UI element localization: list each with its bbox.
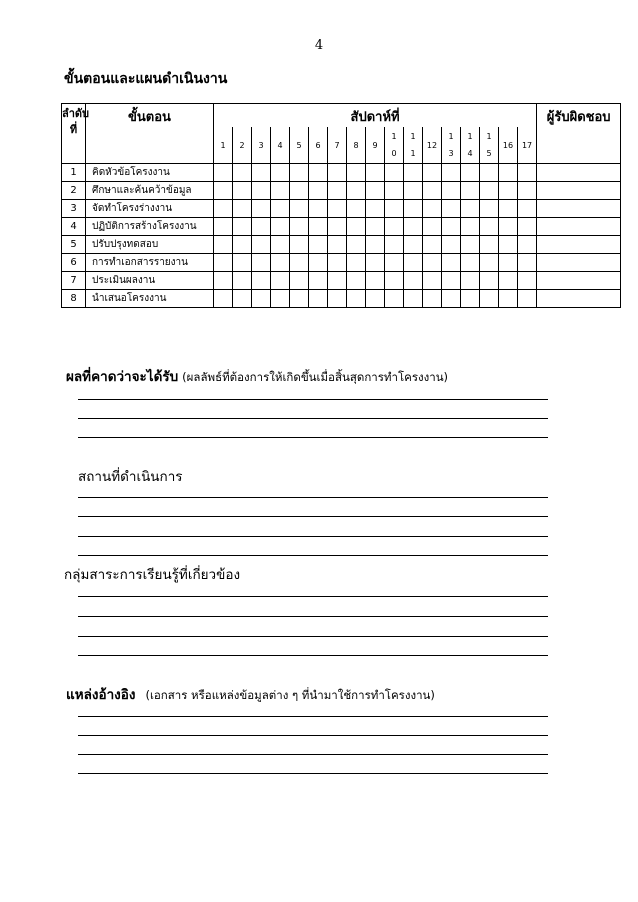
week-cell <box>252 254 271 272</box>
week-cell <box>233 182 252 200</box>
week-cell <box>214 254 233 272</box>
week-cell <box>404 254 423 272</box>
row-number: 1 <box>62 164 86 182</box>
owner-cell <box>537 254 621 272</box>
week-cell <box>461 200 480 218</box>
week-cell <box>347 182 366 200</box>
week-header-cell: 8 <box>347 127 366 164</box>
week-cell <box>461 164 480 182</box>
week-cell <box>328 182 347 200</box>
week-cell <box>385 272 404 290</box>
week-cell <box>442 290 461 308</box>
row-number: 5 <box>62 236 86 254</box>
week-cell <box>480 218 499 236</box>
week-cell <box>385 218 404 236</box>
week-cell <box>499 164 518 182</box>
week-cell <box>271 290 290 308</box>
table-row <box>62 236 621 254</box>
week-header-cell: 9 <box>366 127 385 164</box>
week-cell <box>385 200 404 218</box>
table-row <box>62 290 621 308</box>
header-no: ลำดับ ที่ <box>62 104 86 164</box>
row-step: ปฏิบัติการสร้างโครงงาน <box>86 218 214 236</box>
week-cell <box>423 236 442 254</box>
week-cell <box>252 200 271 218</box>
week-cell <box>271 164 290 182</box>
owner-cell <box>537 164 621 182</box>
week-cell <box>518 272 537 290</box>
week-cell <box>252 218 271 236</box>
week-cell <box>366 254 385 272</box>
row-step: นำเสนอโครงงาน <box>86 290 214 308</box>
week-cell <box>442 218 461 236</box>
week-cell <box>518 290 537 308</box>
week-cell <box>366 218 385 236</box>
header-step: ขั้นตอน <box>86 104 214 164</box>
week-cell <box>442 236 461 254</box>
week-cell <box>290 290 309 308</box>
week-cell <box>290 164 309 182</box>
week-cell <box>499 254 518 272</box>
week-cell <box>423 182 442 200</box>
week-cell <box>347 290 366 308</box>
week-header-cell: 1 <box>214 127 233 164</box>
owner-cell <box>537 200 621 218</box>
week-cell <box>518 254 537 272</box>
week-cell <box>442 272 461 290</box>
week-cell <box>385 290 404 308</box>
week-cell <box>328 290 347 308</box>
week-cell <box>328 218 347 236</box>
week-cell <box>290 236 309 254</box>
week-cell <box>290 182 309 200</box>
week-cell <box>233 236 252 254</box>
week-cell <box>328 236 347 254</box>
week-cell <box>271 272 290 290</box>
week-cell <box>328 200 347 218</box>
week-cell <box>328 164 347 182</box>
week-cell <box>461 236 480 254</box>
week-cell <box>461 218 480 236</box>
week-cell <box>309 236 328 254</box>
week-cell <box>233 254 252 272</box>
week-cell <box>214 182 233 200</box>
week-cell <box>347 272 366 290</box>
table-row <box>62 182 621 200</box>
row-step: คิดหัวข้อโครงงาน <box>86 164 214 182</box>
week-header-cell: 5 <box>290 127 309 164</box>
references-title: แหล่งอ้างอิง <box>66 687 136 703</box>
week-cell <box>442 182 461 200</box>
week-cell <box>233 290 252 308</box>
week-cell <box>499 182 518 200</box>
table-row <box>62 272 621 290</box>
week-cell <box>328 272 347 290</box>
week-cell <box>404 236 423 254</box>
week-cell <box>442 254 461 272</box>
subjects-line <box>78 655 548 656</box>
week-cell <box>271 182 290 200</box>
week-cell <box>309 272 328 290</box>
week-cell <box>347 200 366 218</box>
row-number: 6 <box>62 254 86 272</box>
row-step: ปรับปรุงทดสอบ <box>86 236 214 254</box>
week-cell <box>347 254 366 272</box>
week-cell <box>423 254 442 272</box>
plan-table <box>61 103 621 308</box>
week-cell <box>404 200 423 218</box>
subjects-line <box>78 636 548 637</box>
week-cell <box>233 200 252 218</box>
week-cell <box>233 272 252 290</box>
week-header-cell: 6 <box>309 127 328 164</box>
week-cell <box>271 236 290 254</box>
week-cell <box>366 236 385 254</box>
week-cell <box>347 218 366 236</box>
expected-note: (ผลลัพธ์ที่ต้องการให้เกิดขึ้นเมื่อสิ้นสุดการทำโครงงาน) <box>182 370 449 384</box>
week-cell <box>480 164 499 182</box>
week-cell <box>423 272 442 290</box>
week-cell <box>518 182 537 200</box>
week-cell <box>214 164 233 182</box>
week-cell <box>214 290 233 308</box>
week-cell <box>385 236 404 254</box>
location-line <box>78 497 548 498</box>
owner-cell <box>537 290 621 308</box>
week-cell <box>290 218 309 236</box>
week-cell <box>480 290 499 308</box>
week-cell <box>461 290 480 308</box>
owner-cell <box>537 182 621 200</box>
expected-section <box>66 365 448 387</box>
week-cell <box>252 164 271 182</box>
week-cell <box>347 236 366 254</box>
subjects-title: กลุ่มสาระการเรียนรู้ที่เกี่ยวข้อง <box>64 567 241 583</box>
row-step: ประเมินผลงาน <box>86 272 214 290</box>
header-week: สัปดาห์ที่ <box>214 104 537 128</box>
week-header-cell: 3 <box>252 127 271 164</box>
week-cell <box>309 164 328 182</box>
owner-cell <box>537 218 621 236</box>
week-cell <box>385 182 404 200</box>
week-cell <box>385 254 404 272</box>
subjects-line <box>78 596 548 597</box>
week-header-cell: 16 <box>499 127 518 164</box>
location-line <box>78 555 548 556</box>
week-cell <box>385 164 404 182</box>
row-number: 2 <box>62 182 86 200</box>
week-cell <box>480 254 499 272</box>
week-cell <box>214 272 233 290</box>
row-number: 8 <box>62 290 86 308</box>
week-header-cell: 1 1 <box>404 127 423 164</box>
week-cell <box>499 218 518 236</box>
week-cell <box>518 164 537 182</box>
week-cell <box>309 254 328 272</box>
week-header-cell: 1 5 <box>480 127 499 164</box>
plan-heading: ขั้นตอนและแผนดำเนินงาน <box>64 71 228 87</box>
week-cell <box>461 254 480 272</box>
week-cell <box>499 236 518 254</box>
week-cell <box>347 164 366 182</box>
week-header-cell: 1 0 <box>385 127 404 164</box>
table-row <box>62 254 621 272</box>
week-cell <box>271 254 290 272</box>
week-cell <box>366 290 385 308</box>
references-note: (เอกสาร หรือแหล่งข้อมูลต่าง ๆ ที่นำมาใช้การทำโครงงาน) <box>145 688 435 702</box>
week-cell <box>518 218 537 236</box>
expected-line <box>78 418 548 419</box>
week-cell <box>404 164 423 182</box>
row-number: 7 <box>62 272 86 290</box>
week-cell <box>290 272 309 290</box>
table-row <box>62 218 621 236</box>
week-cell <box>366 272 385 290</box>
week-cell <box>461 272 480 290</box>
week-cell <box>404 290 423 308</box>
week-cell <box>233 218 252 236</box>
row-step: การทำเอกสารรายงาน <box>86 254 214 272</box>
references-line <box>78 716 548 717</box>
week-cell <box>423 200 442 218</box>
location-line <box>78 536 548 537</box>
week-cell <box>290 200 309 218</box>
expected-title: ผลที่คาดว่าจะได้รับ <box>66 369 179 385</box>
week-cell <box>366 164 385 182</box>
week-cell <box>480 182 499 200</box>
week-cell <box>214 236 233 254</box>
week-header-cell: 17 <box>518 127 537 164</box>
row-step: ศึกษาและค้นคว้าข้อมูล <box>86 182 214 200</box>
page-number: 4 <box>314 38 324 53</box>
week-cell <box>480 200 499 218</box>
expected-line <box>78 437 548 438</box>
week-cell <box>518 236 537 254</box>
row-number: 3 <box>62 200 86 218</box>
week-cell <box>271 218 290 236</box>
week-header-cell: 4 <box>271 127 290 164</box>
week-cell <box>442 200 461 218</box>
week-cell <box>423 164 442 182</box>
header-owner: ผู้รับผิดชอบ <box>537 104 621 164</box>
week-cell <box>499 290 518 308</box>
subjects-line <box>78 616 548 617</box>
location-line <box>78 516 548 517</box>
week-cell <box>480 272 499 290</box>
week-cell <box>252 182 271 200</box>
week-cell <box>328 254 347 272</box>
week-cell <box>233 164 252 182</box>
week-header-cell: 1 3 <box>442 127 461 164</box>
week-cell <box>442 164 461 182</box>
week-cell <box>366 182 385 200</box>
week-cell <box>309 290 328 308</box>
week-cell <box>214 200 233 218</box>
row-number: 4 <box>62 218 86 236</box>
week-cell <box>309 218 328 236</box>
week-header-cell: 12 <box>423 127 442 164</box>
owner-cell <box>537 272 621 290</box>
references-line <box>78 735 548 736</box>
week-cell <box>404 218 423 236</box>
week-cell <box>252 290 271 308</box>
references-line <box>78 773 548 774</box>
week-cell <box>499 272 518 290</box>
references-line <box>78 754 548 755</box>
week-cell <box>518 200 537 218</box>
references-section <box>66 683 435 705</box>
expected-line <box>78 399 548 400</box>
week-header-cell: 2 <box>233 127 252 164</box>
week-cell <box>366 200 385 218</box>
row-step: จัดทำโครงร่างงาน <box>86 200 214 218</box>
week-cell <box>499 200 518 218</box>
owner-cell <box>537 236 621 254</box>
week-cell <box>461 182 480 200</box>
table-row <box>62 200 621 218</box>
week-cell <box>214 218 233 236</box>
week-cell <box>404 182 423 200</box>
week-header-cell: 1 4 <box>461 127 480 164</box>
week-header-cell: 7 <box>328 127 347 164</box>
week-cell <box>480 236 499 254</box>
week-cell <box>423 218 442 236</box>
table-row <box>62 164 621 182</box>
week-cell <box>252 272 271 290</box>
week-cell <box>252 236 271 254</box>
week-cell <box>271 200 290 218</box>
week-cell <box>309 200 328 218</box>
week-cell <box>290 254 309 272</box>
location-title: สถานที่ดำเนินการ <box>78 469 183 485</box>
week-cell <box>423 290 442 308</box>
week-cell <box>404 272 423 290</box>
week-cell <box>309 182 328 200</box>
